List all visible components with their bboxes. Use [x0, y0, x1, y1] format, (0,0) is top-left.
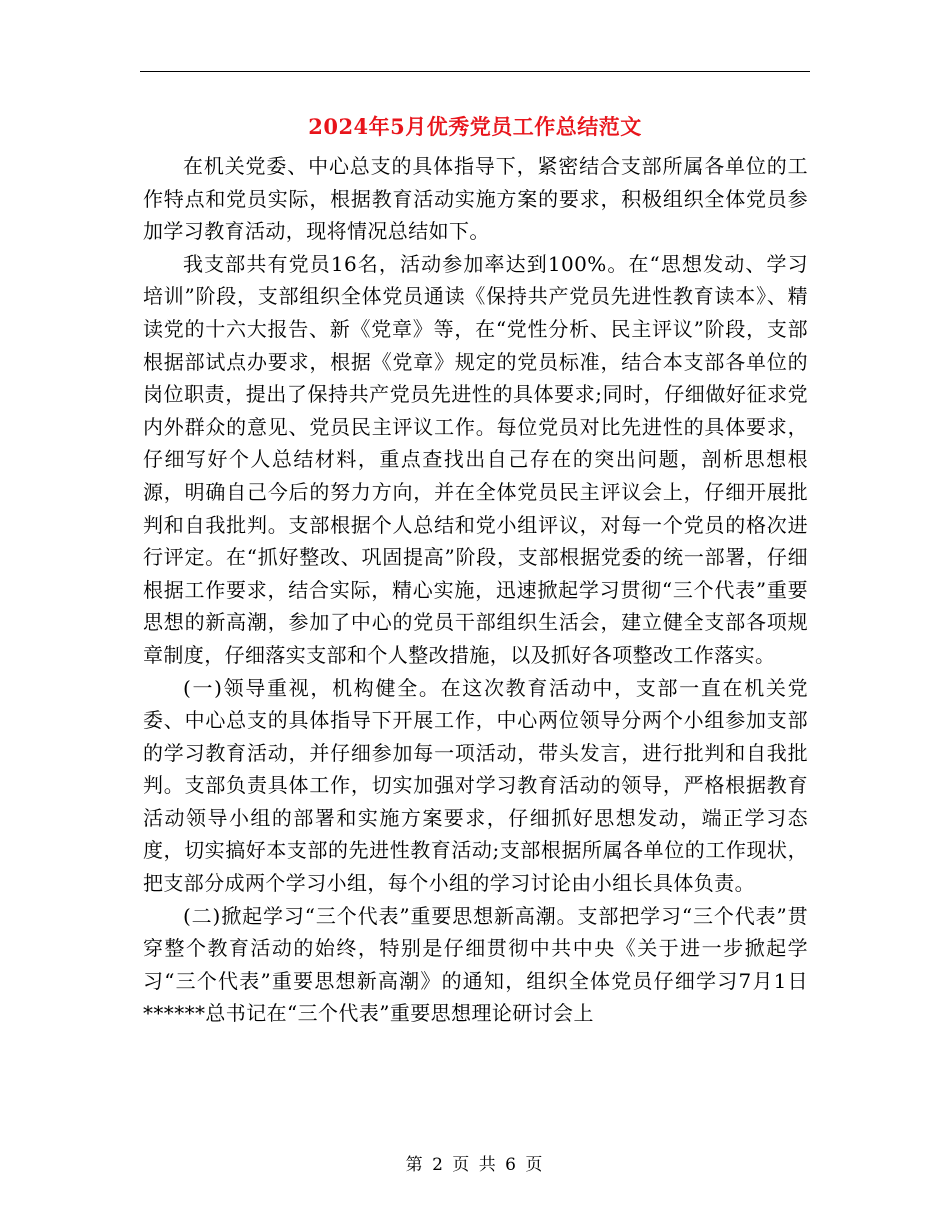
paragraph-overview: 我支部共有党员16名，活动参加率达到100%。在“思想发动、学习培训”阶段，支部组织全体党员通读《保持共产党员先进性教育读本》、精读党的十六大报告、新《党章》等，在“党性分析、民主评议”阶段，支部根据部试点办要求，根据《党章》规定的党员标准，结合本支部各单位的岗位职责，提出了保持共产党员先进性的具体要求;同时，仔细做好征求党内外群众的意见、党员民主评议工作。每位党员对比先进性的具体要求，仔细写好个人总结材料，重点查找出自己存在的突出问题，剖析思想根源，明确自己今后的努力方向，并在全体党员民主评议会上，仔细开展批判和自我批判。支部根据个人总结和党小组评议，对每一个党员的格次进行评定。在“抓好整改、巩固提高”阶段，支部根据党委的统一部署，仔细根据工作要求，结合实际，精心实施，迅速掀起学习贯彻“三个代表”重要思想的新高潮，参加了中心的党员干部组织生活会，建立健全支部各项规章制度，仔细落实支部和个人整改措施，以及抓好各项整改工作落实。 — [143, 251, 808, 667]
header-rule — [140, 71, 810, 72]
paragraph-study: (二)掀起学习“三个代表”重要思想新高潮。支部把学习“三个代表”贯穿整个教育活动的始终，特别是仔细贯彻中共中央《关于进一步掀起学习“三个代表”重要思想新高潮》的通知，组织全体党员仔细学习7月1日******总书记在“三个代表”重要思想理论研讨会上 — [143, 903, 808, 1026]
paragraph-leadership: (一)领导重视，机构健全。在这次教育活动中，支部一直在机关党委、中心总支的具体指导下开展工作，中心两位领导分两个小组参加支部的学习教育活动，并仔细参加每一项活动，带头发言，进行批判和自我批判。支部负责具体工作，切实加强对学习教育活动的领导，严格根据教育活动领导小组的部署和实施方案要求，仔细抓好思想发动，端正学习态度，切实搞好本支部的先进性教育活动;支部根据所属各单位的工作现状，把支部分成两个学习小组，每个小组的学习讨论由小组长具体负责。 — [143, 675, 808, 896]
paragraph-intro: 在机关党委、中心总支的具体指导下，紧密结合支部所属各单位的工作特点和党员实际，根据教育活动实施方案的要求，积极组织全体党员参加学习教育活动，现将情况总结如下。 — [143, 154, 808, 244]
document-title: 2024年5月优秀党员工作总结范文 — [308, 114, 642, 139]
page-number: 第 2 页 共 6 页 — [405, 1155, 545, 1175]
document-body — [143, 150, 808, 1030]
